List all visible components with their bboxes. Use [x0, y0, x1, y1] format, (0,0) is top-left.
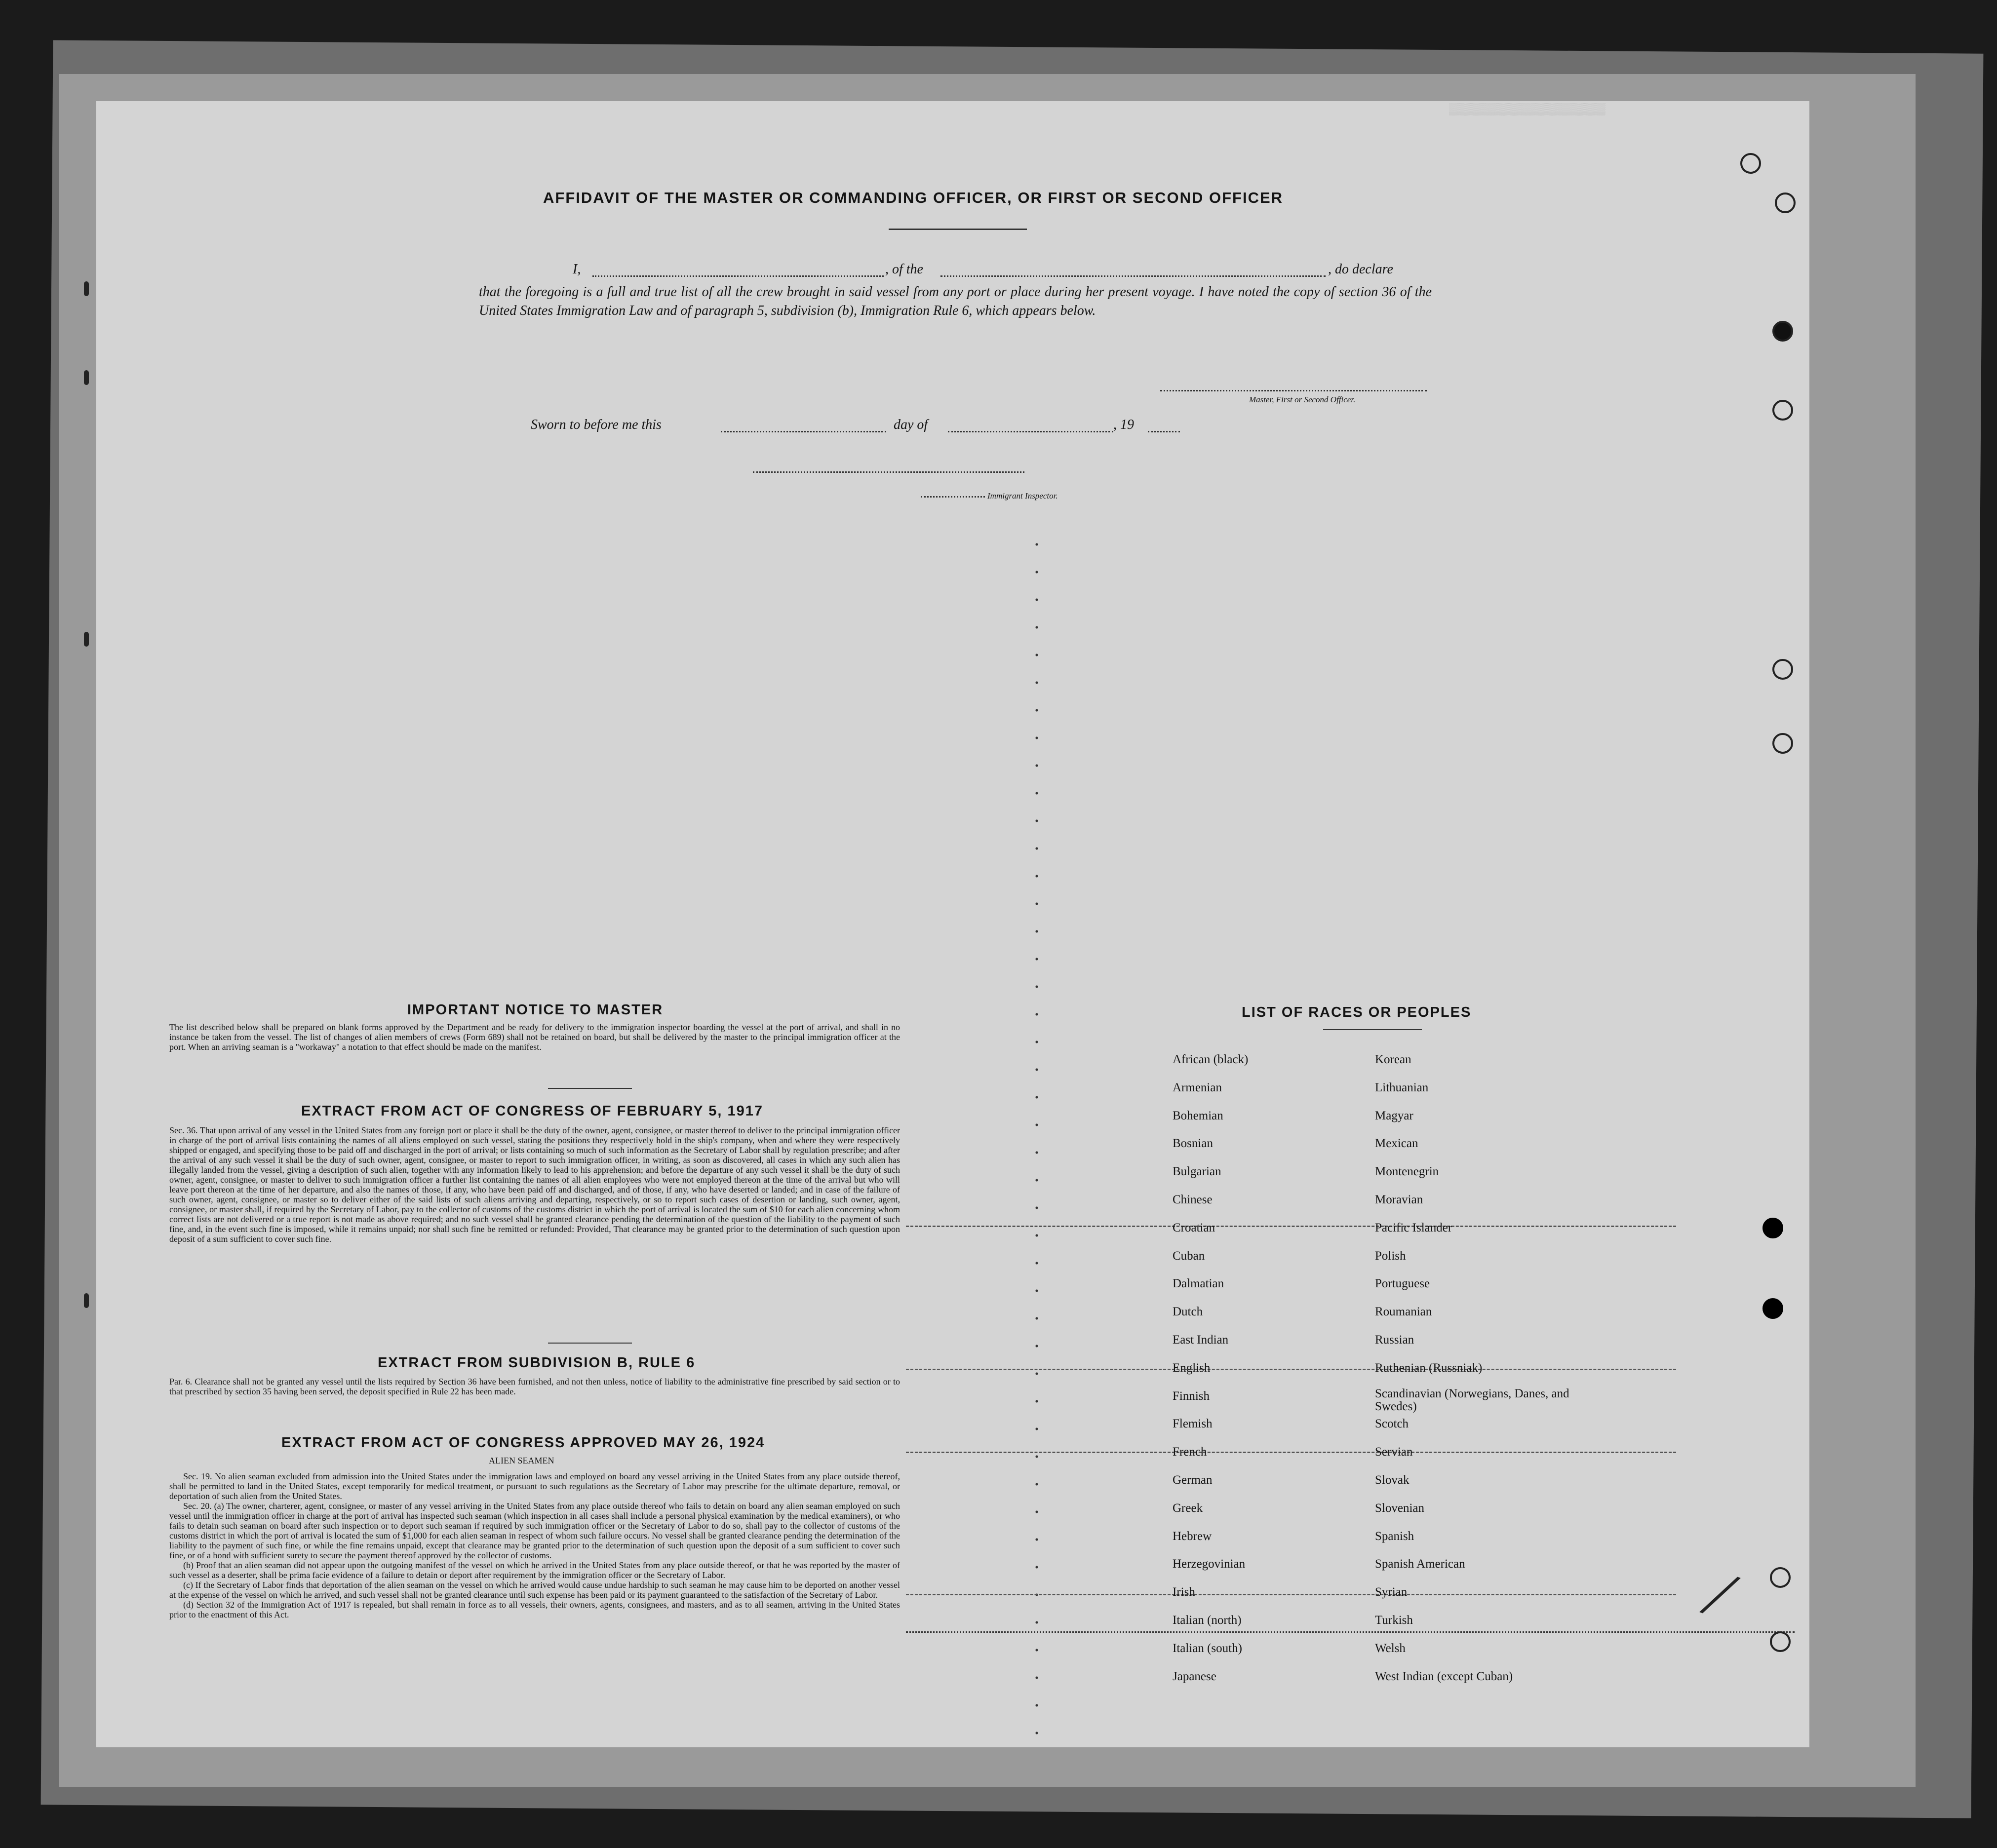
affidavit-first-line — [531, 262, 1543, 281]
name-blank[interactable] — [592, 275, 884, 277]
sworn-label: Sworn to before me this — [531, 417, 662, 432]
race-entry: Servian — [1375, 1445, 1413, 1459]
divider — [548, 1088, 632, 1089]
inspector-signature-line[interactable] — [753, 471, 1024, 473]
race-entry: African (black) — [1173, 1053, 1249, 1066]
pencil-mark: ╱ — [1701, 1570, 1739, 1620]
race-entry: Korean — [1375, 1053, 1411, 1066]
race-entry: Herzegovinian — [1173, 1557, 1246, 1571]
inspector-caption: Immigrant Inspector. — [987, 491, 1058, 500]
divider — [1323, 1029, 1422, 1030]
race-entry: Slovak — [1375, 1473, 1410, 1487]
race-entry: Moravian — [1375, 1193, 1423, 1206]
race-entry: Chinese — [1173, 1193, 1213, 1206]
day-blank[interactable] — [721, 431, 886, 432]
race-entry: Roumanian — [1375, 1305, 1432, 1318]
race-entry: Syrian — [1375, 1585, 1408, 1599]
race-entry: Croatian — [1173, 1221, 1215, 1234]
race-entry: Pacific Islander — [1375, 1221, 1452, 1234]
sec20c-text: (c) If the Secretary of Labor finds that deportation of the alien seaman on the vessel on which he arrived would cause undue hardship to such seaman he may cause him to be deported on another vessel at the expense of the vessel on which he arrived, and such vessel shall not be granted clearance until such expense has been paid or its payment guaranteed to the satisfaction of the Secretary of Labor. — [169, 1580, 900, 1600]
i-label: I, — [573, 262, 581, 277]
binder-hole — [1770, 1631, 1791, 1652]
binder-hole — [1770, 1567, 1791, 1588]
race-entry: Montenegrin — [1375, 1165, 1439, 1178]
race-entry: Armenian — [1173, 1081, 1222, 1094]
binder-hole — [1762, 1218, 1783, 1238]
year-blank[interactable] — [1148, 431, 1180, 432]
dot-column-artifact — [1027, 531, 1047, 1745]
race-entry: English — [1173, 1361, 1211, 1375]
race-entry: Turkish — [1375, 1614, 1413, 1627]
race-entry: Lithuanian — [1375, 1081, 1429, 1094]
signature-line[interactable] — [1160, 390, 1427, 391]
month-blank[interactable] — [948, 431, 1113, 432]
race-entry: Polish — [1375, 1249, 1406, 1263]
clip-mark — [84, 1293, 89, 1308]
binder-hole — [1775, 192, 1796, 213]
affidavit-title: AFFIDAVIT OF THE MASTER OR COMMANDING OFFICER, OR FIRST OR SECOND OFFICER — [543, 189, 1284, 206]
race-entry: Spanish — [1375, 1530, 1414, 1543]
race-entry: Dalmatian — [1173, 1277, 1224, 1290]
binder-hole — [1772, 321, 1793, 342]
race-entry: Magyar — [1375, 1109, 1413, 1122]
race-entry: Irish — [1173, 1585, 1195, 1599]
binder-hole — [1772, 400, 1793, 421]
clip-mark — [84, 370, 89, 385]
race-entry: Dutch — [1173, 1305, 1203, 1318]
dotted-guide-line — [906, 1631, 1795, 1633]
extract-1917-title: EXTRACT FROM ACT OF CONGRESS OF FEBRUARY 5, 1917 — [301, 1103, 764, 1119]
race-entry: Bulgarian — [1173, 1165, 1221, 1178]
sec20d-text: (d) Section 32 of the Immigration Act of 1917 is repealed, but shall remain in force as to all vessels, their owners, agents, consignees, and masters, and as to all seamen, arriving in the United States prior to the enactment of this Act. — [169, 1600, 900, 1619]
extract-1924-title: EXTRACT FROM ACT OF CONGRESS APPROVED MAY 26, 1924 — [281, 1435, 765, 1451]
race-entry: East Indian — [1173, 1333, 1229, 1347]
signature-caption: Master, First or Second Officer. — [1249, 395, 1356, 404]
race-entry: Japanese — [1173, 1670, 1216, 1683]
race-entry: Portuguese — [1375, 1277, 1430, 1290]
do-declare-label: , do declare — [1328, 262, 1393, 277]
binder-hole — [1772, 659, 1793, 680]
extract-rule6-text: Par. 6. Clearance shall not be granted any vessel until the lists required by Section 36 have been furnished, and not then unless, notice of liability to the administrative fine prescribed by said section or to that prescribed by section 35 having been served, the deposit specified in Rule 22 has been made. — [169, 1377, 900, 1396]
race-entry: Mexican — [1375, 1137, 1418, 1150]
race-entry: Bosnian — [1173, 1137, 1213, 1150]
extract-1917-text: Sec. 36. That upon arrival of any vessel in the United States from any foreign port or place it shall be the duty of the owner, agent, consignee, or master thereof to deliver to the principal immigration officer in charge of the port of arrival lists containing the names of all aliens employed on such vessel, stating the positions they respectively hold in the ship's company, when and where they were respectively shipped or engaged, and specifying those to be paid off and discharged in the port of arrival; or lists containing so much of such information as the Secretary of Labor shall by regulation prescribe; and after the arrival of any such vessel it shall be the duty of such owner, agent, consignee, or master to report to such immigration officer, in writing, as soon as discovered, all cases in which any such alien has illegally landed from the vessel, giving a description of such alien, together with any information likely to lead to his apprehension; and before the departure of any such vessel it shall be the duty of such owner, agent, consignee, or master to deliver to such immigration officer a further list containing the names of all alien employees who were not employed thereon at the time of the arrival but who will leave port thereon at the time of her departure, and also the names of those, if any, who have been paid off and discharged, and of those, if any, who have deserted or landed; and in case of the failure of such owner, agent, consignee, or master so to deliver either of the said lists of such aliens arriving and departing, respectively, or so to report such cases of desertion or landing, such owner, agent, consignee, or master shall, if required by the Secretary of Labor, pay to the collector of customs of the customs district in which the port of arrival is located the sum of $10 for each alien concerning whom correct lists are not delivered or a true report is not made as above required; and no such vessel shall be granted clearance pending the determination of the question of the liability to the payment of such fine, and, in the event such fine is imposed, while it remains unpaid; nor shall such fine be remitted or refunded: Provided, That clearance may be granted prior to the determination of such question upon deposit of a sum sufficient to cover such fine. — [169, 1125, 900, 1244]
race-entry: Ruthenian (Russniak) — [1375, 1361, 1483, 1375]
races-title: LIST OF RACES OR PEOPLES — [1242, 1004, 1472, 1020]
race-entry: Greek — [1173, 1502, 1203, 1515]
extract-1924-subtitle: ALIEN SEAMEN — [489, 1456, 554, 1465]
race-entry: Scotch — [1375, 1417, 1409, 1430]
vessel-blank[interactable] — [940, 275, 1326, 277]
race-entry: Finnish — [1173, 1389, 1210, 1403]
extract-1924-body — [169, 1471, 900, 1619]
race-entry: Scandinavian (Norwegians, Danes, and Swedes) — [1375, 1387, 1569, 1413]
race-entry: German — [1173, 1473, 1213, 1487]
sec19-text: Sec. 19. No alien seaman excluded from admission into the United States under the immigration laws and employed on board any vessel arriving in the United States from any place outside thereof, shall be permitted to land in the United States, except temporarily for medical treatment, or pursuant to such regulations as the Secretary of Labor may prescribe for the ultimate departure, removal, or deportation of such alien from the United States. — [169, 1471, 900, 1501]
binder-hole — [1762, 1298, 1783, 1319]
race-entry: Russian — [1375, 1333, 1414, 1347]
bleed-through-text: ▒▒▒▒▒▒▒▒▒▒▒▒▒▒▒▒▒▒▒▒▒▒▒▒ — [1449, 104, 1605, 116]
binder-hole — [1772, 733, 1793, 754]
notice-title: IMPORTANT NOTICE TO MASTER — [407, 1002, 664, 1018]
race-entry: Cuban — [1173, 1249, 1205, 1263]
race-entry: Italian (south) — [1173, 1642, 1242, 1655]
binder-hole — [1740, 153, 1761, 174]
inspector-short-line — [921, 496, 985, 498]
race-entry: Welsh — [1375, 1642, 1406, 1655]
sec20b-text: (b) Proof that an alien seaman did not appear upon the outgoing manifest of the vessel on which he arrived in the United States from any place outside thereof, or that he was reported by the master of such vessel as a deserter, shall be prima facie evidence of a failure to detain or deport after requirement by the immigration officer or the Secretary of Labor. — [169, 1560, 900, 1580]
day-of-label: day of — [894, 417, 928, 432]
title-underline — [889, 229, 1027, 230]
race-entry: Spanish American — [1375, 1557, 1465, 1571]
year-label: , 19 — [1113, 417, 1134, 432]
divider — [548, 1343, 632, 1344]
race-entry: Flemish — [1173, 1417, 1213, 1430]
race-entry: Hebrew — [1173, 1530, 1212, 1543]
of-the-label: , of the — [885, 262, 923, 277]
race-entry: Italian (north) — [1173, 1614, 1242, 1627]
race-entry: West Indian (except Cuban) — [1375, 1670, 1513, 1683]
sworn-line — [531, 417, 1321, 437]
clip-mark — [84, 632, 89, 647]
race-entry: French — [1173, 1445, 1207, 1459]
sec20a-text: Sec. 20. (a) The owner, charterer, agent, consignee, or master of any vessel arriving in the United States from any place outside thereof who fails to detain on board any alien seaman employed on such vessel until the immigration officer in charge at the port of arrival has inspected such seaman (which inspection in all cases shall include a personal physical examination by the medical examiners), or who fails to detain such seaman on board after such inspection or to deport such seaman if required by such immigration officer or the Secretary of Labor to do so, shall pay to the collector of customs of the customs district in which the port of arrival is located the sum of $1,000 for each alien seaman in respect of whom such failure occurs. No vessel shall be granted clearance pending the determination of the liability to the payment of such fine, or while the fine remains unpaid, except that clearance may be granted prior to the determination of such question upon the deposit of a sum sufficient to cover such fine, or of a bond with sufficient surety to secure the payment thereof approved by the collector of customs. — [169, 1501, 900, 1560]
notice-text: The list described below shall be prepared on blank forms approved by the Department and be ready for delivery to the immigration inspector boarding the vessel at the port of arrival, and shall in no instance be taken from the vessel. The list of changes of alien members of crews (Form 689) shall not be retained on board, but shall be delivered by the master to the principal immigration officer at the port. When an arriving seaman is a "workaway" a notation to that effect should be made on the manifest. — [169, 1022, 900, 1052]
affidavit-body: that the foregoing is a full and true list of all the crew brought in said vessel from any port or place during her present voyage. I have noted the copy of section 36 of the United States Immigration Law and of paragraph 5, subdivision (b), Immigration Rule 6, which appears below. — [479, 284, 1432, 318]
clip-mark — [84, 281, 89, 296]
race-entry: Slovenian — [1375, 1502, 1424, 1515]
race-entry: Bohemian — [1173, 1109, 1223, 1122]
manifest-page — [96, 101, 1809, 1747]
extract-rule6-title: EXTRACT FROM SUBDIVISION B, RULE 6 — [378, 1355, 696, 1371]
